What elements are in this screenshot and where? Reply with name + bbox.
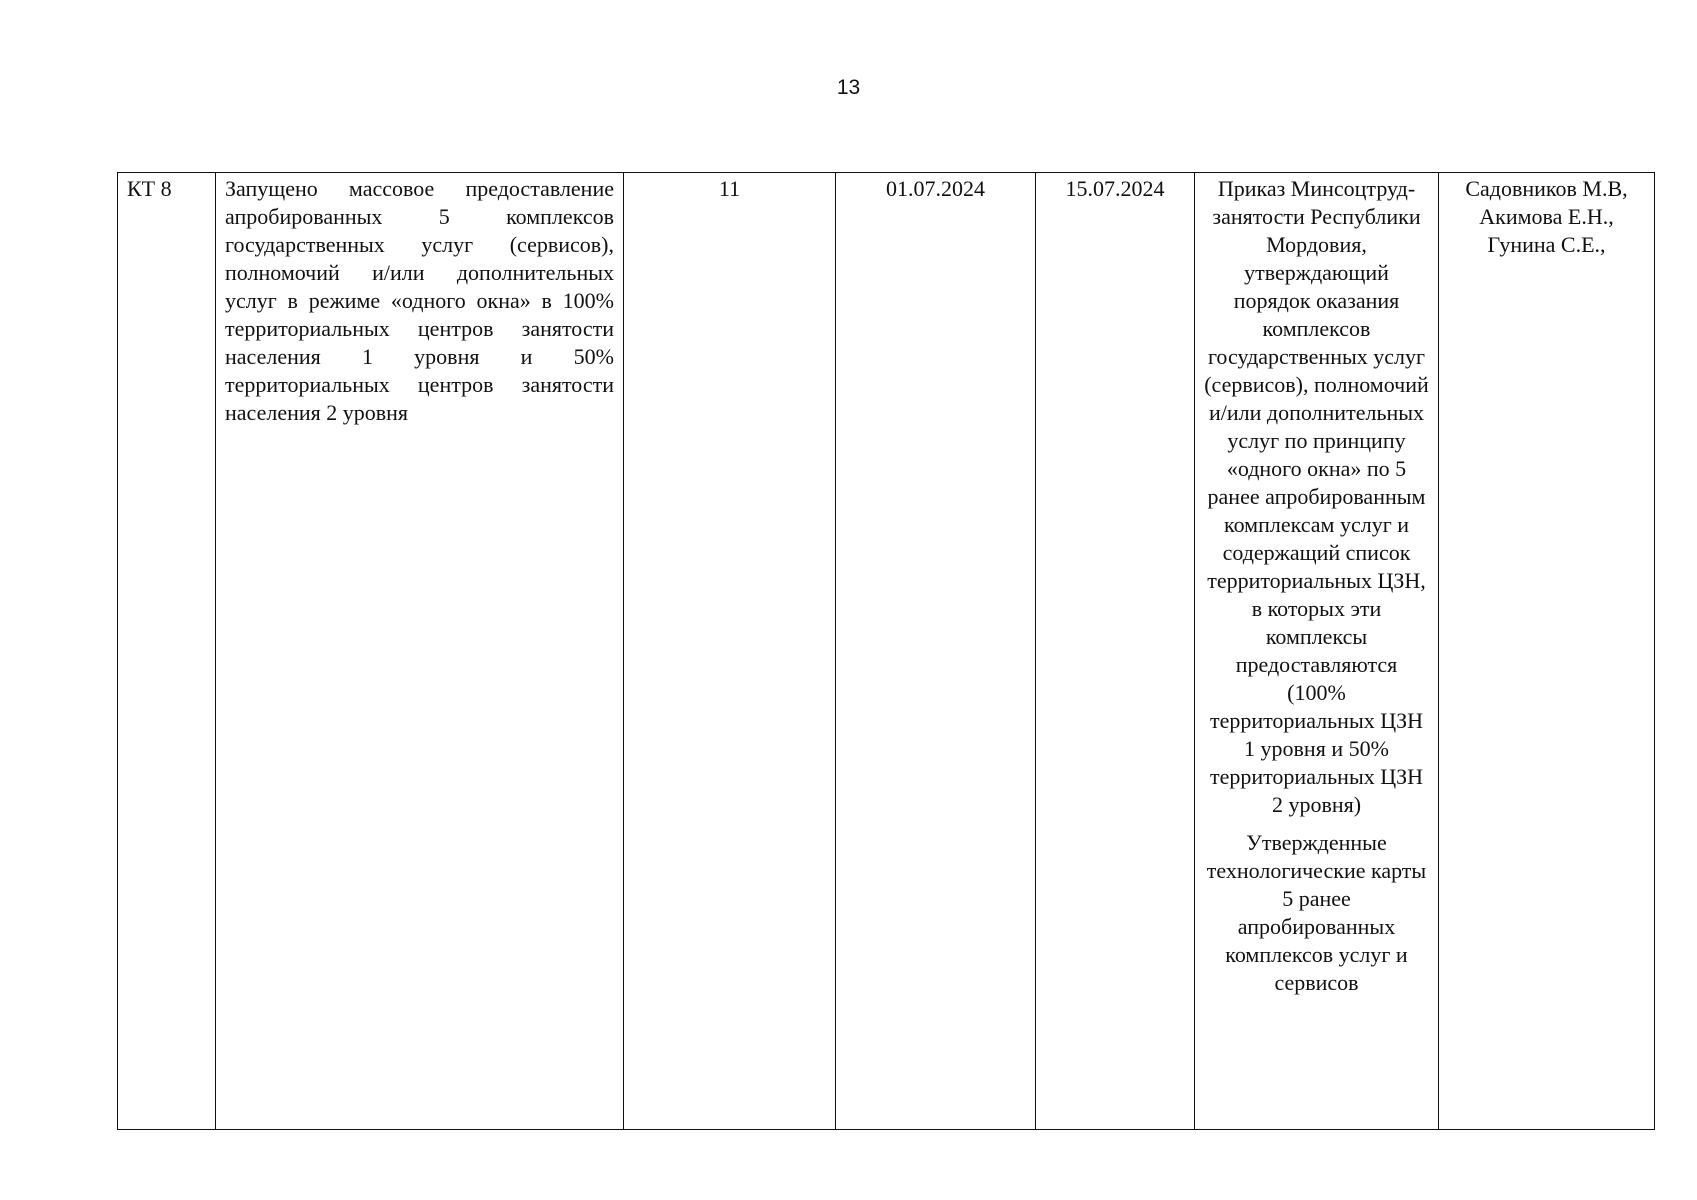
- page-number: 13: [836, 76, 861, 99]
- table-row: [118, 173, 1655, 1130]
- responsible-persons-cell: Садовников М.В, Акимова Е.Н., Гунина С.Е.,: [1439, 173, 1655, 1130]
- checkpoint-table: [117, 172, 1655, 1130]
- start-date-cell: 01.07.2024: [836, 173, 1036, 1130]
- end-date-cell: 15.07.2024: [1036, 173, 1195, 1130]
- result-document-order: Приказ Минсоцтруд-занятости Республики Мордовия, утверждающий порядок оказания комплексов государственных услуг (сервисов), полномочий и/или дополнительных услуг по принципу «одного окна» по 5 ранее апробированным комплексам услуг и содержащий список территориальных ЦЗН, в которых эти комплексы предоставляются (100% территориальных ЦЗН 1 уровня и 50% территориальных ЦЗН 2 уровня): [1204, 176, 1429, 817]
- checkpoint-code-cell: КТ 8: [118, 173, 216, 1130]
- result-document-cell: [1195, 173, 1439, 1130]
- result-document-tech-cards: Утвержденные технологические карты 5 ранее апробированных комплексов услуг и сервисов: [1206, 830, 1427, 995]
- checkpoint-description-cell: Запущено массовое предоставление апробированных 5 комплексов государственных услуг (сервисов), полномочий и/или дополнительных услуг в режиме «одного окна» в 100% территориальных центров занятости населения 1 уровня и 50% территориальных центров занятости населения 2 уровня: [216, 173, 624, 1130]
- checkpoint-number-cell: 11: [624, 173, 836, 1130]
